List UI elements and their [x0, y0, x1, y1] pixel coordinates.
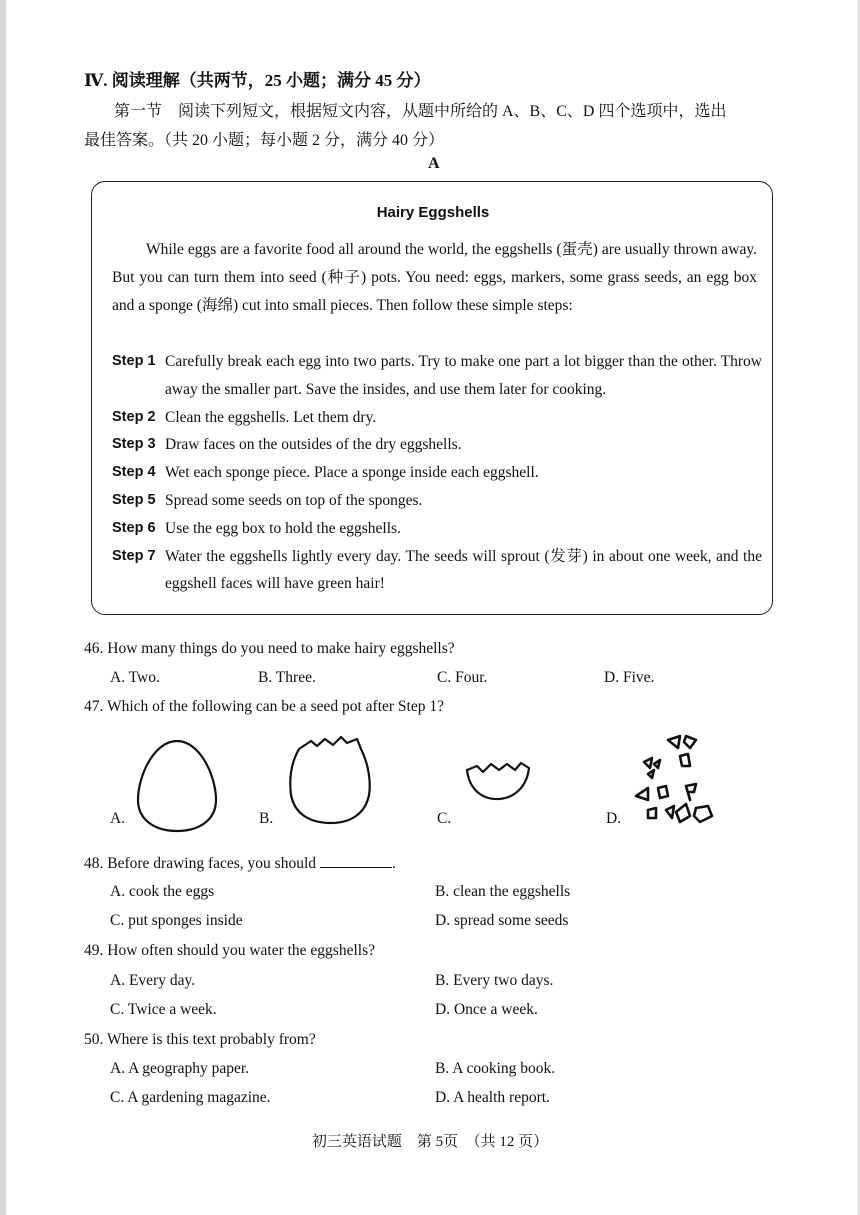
- whole-egg-icon: [134, 738, 220, 834]
- broken-shell-pieces-icon: [628, 730, 732, 834]
- step-label: Step 2: [112, 408, 156, 425]
- page-footer: 初三英语试题 第 5页 （共 12 页）: [311, 1134, 549, 1150]
- step-label: Step 5: [112, 491, 156, 508]
- step-text: Water the eggshells lightly every day. The seeds will sprout (发芽) in about one week, and the eggshell faces will have green hair!: [165, 547, 762, 593]
- step-7: [112, 543, 762, 599]
- instruction-line-1: 第一节 阅读下列短文，根据短文内容，从题中所给的 A、B、C、D 四个选项中，选出: [114, 103, 727, 120]
- step-label: Step 1: [112, 353, 156, 369]
- q47-option-c[interactable]: C.: [437, 810, 452, 827]
- step-2: [112, 404, 762, 432]
- q49-option-b[interactable]: B. Every two days.: [435, 972, 554, 989]
- step-label: Step 6: [112, 519, 156, 536]
- q48-option-d[interactable]: D. spread some seeds: [435, 912, 569, 929]
- q50-option-a[interactable]: A. A geography paper.: [110, 1060, 250, 1077]
- q46-option-c[interactable]: C. Four.: [437, 669, 488, 686]
- step-text: Clean the eggshells. Let them dry.: [165, 408, 377, 426]
- q46-option-d[interactable]: D. Five.: [604, 669, 655, 686]
- question-number: 49.: [84, 942, 104, 959]
- q49-option-a[interactable]: A. Every day.: [110, 972, 196, 989]
- question-number: 46.: [84, 640, 104, 657]
- answer-blank: [320, 853, 392, 868]
- step-label: Step 4: [112, 464, 156, 481]
- question-number: 48.: [84, 855, 104, 872]
- q50-option-b[interactable]: B. A cooking book.: [435, 1060, 556, 1077]
- passage-title: Hairy Eggshells: [376, 204, 490, 221]
- step-5: [112, 487, 762, 515]
- question-49: [84, 942, 375, 960]
- large-eggshell-pot-icon: [285, 733, 375, 827]
- passage-intro: While eggs are a favorite food all around the world, the eggshells (蛋壳) are usually thrown away. But you can turn them into seed (种子) pots. You need: eggs, markers, some grass seeds, an egg box and a sponge (海绵) cut into small pieces. Then follow these simple steps:: [112, 241, 757, 314]
- question-stem-end: .: [391, 855, 396, 872]
- q50-option-c[interactable]: C. A gardening magazine.: [110, 1089, 271, 1106]
- q50-option-d[interactable]: D. A health report.: [435, 1089, 550, 1106]
- scan-left-edge: [0, 0, 6, 1215]
- instruction-line-2: 最佳答案。（共 20 小题；每小题 2 分，满分 40 分）: [84, 132, 445, 149]
- step-label: Step 7: [112, 547, 156, 564]
- q48-option-b[interactable]: B. clean the eggshells: [435, 883, 571, 900]
- steps-list: [112, 348, 762, 598]
- small-eggshell-bottom-icon: [463, 758, 533, 804]
- q49-option-d[interactable]: D. Once a week.: [435, 1001, 538, 1018]
- section-title: Ⅳ. 阅读理解（共两节，25 小题；满分 45 分）: [84, 71, 431, 90]
- question-50: [84, 1031, 316, 1049]
- question-stem: How often should you water the eggshells?: [107, 942, 375, 959]
- q48-option-a[interactable]: A. cook the eggs: [110, 883, 215, 900]
- q47-option-a[interactable]: A.: [110, 810, 126, 827]
- step-3: [112, 431, 762, 459]
- question-number: 47.: [84, 698, 104, 715]
- question-stem: Where is this text probably from?: [106, 1031, 316, 1048]
- step-6: [112, 515, 762, 543]
- q46-option-b[interactable]: B. Three.: [258, 669, 316, 686]
- passage-box: [91, 181, 773, 615]
- step-text: Draw faces on the outsides of the dry eggshells.: [165, 436, 462, 454]
- step-text: Wet each sponge piece. Place a sponge inside each eggshell.: [165, 464, 539, 482]
- question-47: [84, 698, 444, 716]
- q47-option-d[interactable]: D.: [606, 810, 622, 827]
- question-46: [84, 640, 455, 658]
- step-label: Step 3: [112, 436, 156, 453]
- question-stem: Which of the following can be a seed pot after Step 1?: [106, 698, 444, 715]
- step-1: [112, 348, 762, 404]
- q48-option-c[interactable]: C. put sponges inside: [110, 912, 243, 929]
- step-text: Spread some seeds on top of the sponges.: [165, 491, 423, 509]
- step-text: Use the egg box to hold the eggshells.: [165, 519, 401, 537]
- q46-option-a[interactable]: A. Two.: [110, 669, 160, 686]
- step-4: [112, 459, 762, 487]
- question-stem: How many things do you need to make hairy eggshells?: [107, 640, 455, 657]
- question-48: [84, 853, 396, 873]
- step-text: Carefully break each egg into two parts. Try to make one part a lot bigger than the other. Throw away the smaller part. Save the insides, and use them later for cooking.: [165, 353, 762, 398]
- q49-option-c[interactable]: C. Twice a week.: [110, 1001, 217, 1018]
- passage-letter: A: [428, 155, 440, 172]
- question-number: 50.: [84, 1031, 104, 1048]
- question-stem: Before drawing faces, you should: [107, 855, 317, 872]
- q47-option-b[interactable]: B.: [259, 810, 274, 827]
